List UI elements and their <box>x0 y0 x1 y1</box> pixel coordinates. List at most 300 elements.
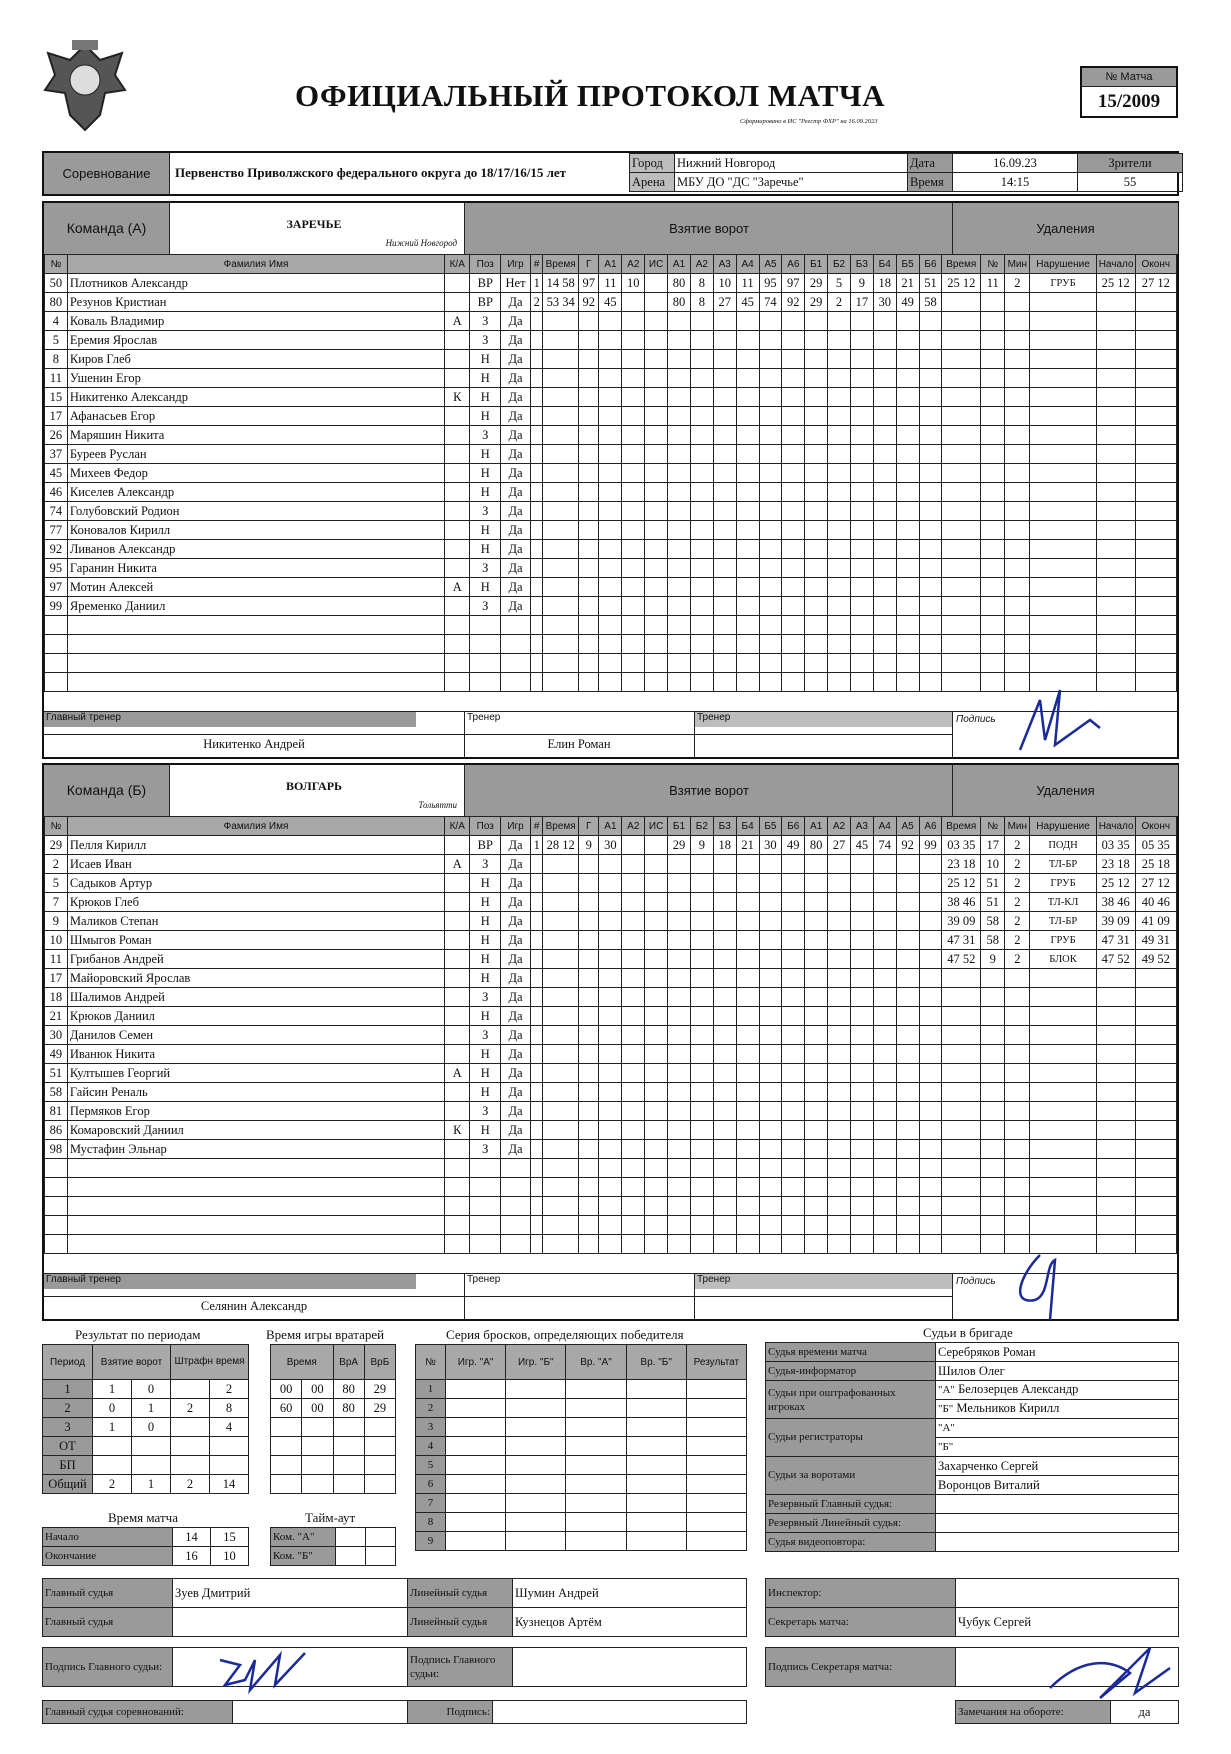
pen-cell: 17 <box>981 836 1005 855</box>
goal-cell <box>645 1102 668 1121</box>
goal-col-header: Время <box>543 817 578 836</box>
pen-cell <box>1135 464 1176 483</box>
period-cell: 2 <box>43 1399 93 1418</box>
pen-cell: 10 <box>981 855 1005 874</box>
goal-cell: 9 <box>850 274 873 293</box>
player-pos <box>470 616 501 635</box>
goal-cell <box>736 1007 759 1026</box>
shootout-num: 8 <box>416 1513 446 1532</box>
goal-cell <box>690 1178 713 1197</box>
spect-label: Зрители <box>1078 154 1183 173</box>
goal-cell <box>690 1045 713 1064</box>
player-ka <box>445 426 470 445</box>
pen-cell <box>1096 559 1135 578</box>
city: Нижний Новгород <box>675 154 908 173</box>
player-play: Да <box>501 1007 531 1026</box>
goal-cell <box>896 654 919 673</box>
goal-col-header: А2 <box>622 255 645 274</box>
goal-refs-label: Судьи за воротами <box>766 1457 936 1495</box>
goal-cell <box>782 502 805 521</box>
goal-cell <box>599 407 622 426</box>
goal-cell <box>599 464 622 483</box>
goal-cell <box>782 988 805 1007</box>
goal-cell <box>873 1235 896 1254</box>
goal-cell <box>543 616 578 635</box>
pen-cell <box>1096 578 1135 597</box>
player-row <box>45 483 1177 502</box>
player-pos: ВР <box>470 836 501 855</box>
goal-cell <box>919 1026 942 1045</box>
goal-cell <box>599 654 622 673</box>
player-name <box>67 635 444 654</box>
goal-cell <box>690 426 713 445</box>
header-col_name: Фамилия Имя <box>67 817 444 836</box>
goal-cell <box>828 1121 851 1140</box>
pen-cell <box>1030 988 1096 1007</box>
player-name: Култышев Георгий <box>67 1064 444 1083</box>
end-m: 10 <box>211 1547 249 1566</box>
pen-cell <box>1096 1216 1135 1235</box>
player-pos <box>470 1235 501 1254</box>
goal-cell <box>543 388 578 407</box>
goal-cell <box>578 635 599 654</box>
coach-label-2: Тренер <box>694 1274 952 1289</box>
player-number: 7 <box>45 893 68 912</box>
goal-cell <box>578 578 599 597</box>
comp-name: Первенство Приволжского федерального округа до 18/17/16/15 лет <box>175 165 567 180</box>
goal-cell <box>690 912 713 931</box>
goal-cell <box>668 350 691 369</box>
player-row <box>45 950 1177 969</box>
gk-cell <box>364 1437 395 1456</box>
goal-cell <box>805 988 828 1007</box>
pen-start-min: 23 <box>1101 856 1115 871</box>
goal-cell <box>896 521 919 540</box>
pen-end-min: 27 <box>1141 875 1155 890</box>
goal-cell <box>645 331 668 350</box>
pen-cell <box>942 893 981 912</box>
player-pos: Н <box>470 350 501 369</box>
goal-cell: 8 <box>690 293 713 312</box>
pen-cell <box>1005 1102 1030 1121</box>
coach-label: Тренер <box>464 1274 692 1289</box>
goal-col-header: А5 <box>896 817 919 836</box>
penalties-header: Удаления <box>952 203 1178 254</box>
pen-cell: 2 <box>1005 931 1030 950</box>
goal-cell <box>599 540 622 559</box>
goal-cell <box>690 1083 713 1102</box>
player-play: Да <box>501 407 531 426</box>
player-ka <box>445 1140 470 1159</box>
goal-cell <box>850 1102 873 1121</box>
pen-min: 03 <box>947 837 960 852</box>
goal-cell <box>873 312 896 331</box>
goal-cell <box>530 1216 543 1235</box>
goal-cell <box>896 1102 919 1121</box>
goal-cell <box>782 350 805 369</box>
player-play: Да <box>501 988 531 1007</box>
player-row <box>45 464 1177 483</box>
pen-cell <box>942 1159 981 1178</box>
goal-cell <box>530 673 543 692</box>
goal-cell <box>850 407 873 426</box>
goal-cell <box>645 350 668 369</box>
goal-cell <box>919 1102 942 1121</box>
player-pos: Н <box>470 1083 501 1102</box>
goal-cell <box>919 1235 942 1254</box>
player-pos: Н <box>470 874 501 893</box>
player-number: 80 <box>45 293 68 312</box>
period-cell <box>210 1456 249 1475</box>
pen-cell <box>1135 483 1176 502</box>
pen-cell <box>942 1083 981 1102</box>
pen-cell <box>942 988 981 1007</box>
pen-cell <box>942 969 981 988</box>
player-ka <box>445 293 470 312</box>
player-pos: Н <box>470 540 501 559</box>
goal-cell <box>713 1159 736 1178</box>
goal-cell <box>530 369 543 388</box>
pen-cell <box>1135 635 1176 654</box>
goal-cell <box>828 969 851 988</box>
goal-cell: 30 <box>873 293 896 312</box>
pen-cell <box>1030 407 1096 426</box>
goal-cell <box>578 350 599 369</box>
pen-sec: 31 <box>962 932 976 947</box>
goal-cell <box>919 988 942 1007</box>
player-pos <box>470 654 501 673</box>
goal-cell <box>578 502 599 521</box>
goal-cell <box>645 312 668 331</box>
main-ref-label-2: Главный судья <box>43 1608 173 1637</box>
goal-cell <box>599 350 622 369</box>
player-play: Да <box>501 502 531 521</box>
goal-cell <box>543 673 578 692</box>
pen-start-sec: 46 <box>1117 894 1130 909</box>
player-play: Да <box>501 445 531 464</box>
goal-cell <box>690 350 713 369</box>
pen-cell: 51 <box>981 874 1005 893</box>
goal-cell <box>599 874 622 893</box>
pen-cell <box>1135 673 1176 692</box>
goal-cell <box>599 912 622 931</box>
goal-cell: 80 <box>668 274 691 293</box>
pen-cell <box>942 559 981 578</box>
goal-cell <box>759 521 782 540</box>
goal-cell <box>622 1083 645 1102</box>
goal-cell <box>543 654 578 673</box>
remarks-label: Замечания на обороте: <box>956 1701 1111 1724</box>
player-pos: Н <box>470 578 501 597</box>
goal-cell <box>828 1064 851 1083</box>
goal-cell <box>690 1026 713 1045</box>
goal-cell <box>805 616 828 635</box>
pen-cell <box>1005 483 1030 502</box>
pen-cell <box>1096 635 1135 654</box>
goal-cell <box>736 1102 759 1121</box>
goal-cell <box>850 369 873 388</box>
gk-cell <box>364 1475 395 1494</box>
goal-cell <box>690 464 713 483</box>
goal-cell <box>543 350 578 369</box>
player-number: 97 <box>45 578 68 597</box>
player-number: 5 <box>45 331 68 350</box>
gk-cell <box>333 1456 364 1475</box>
goal-cell <box>599 426 622 445</box>
period-cell <box>171 1437 210 1456</box>
goal-cell <box>736 1235 759 1254</box>
goal-cell <box>805 969 828 988</box>
player-play: Да <box>501 1102 531 1121</box>
pen-start-min: 47 <box>1101 932 1115 947</box>
period-row <box>43 1380 249 1399</box>
player-number: 99 <box>45 597 68 616</box>
period-cell: 2 <box>171 1475 210 1494</box>
pen-cell <box>1030 1121 1096 1140</box>
player-number: 11 <box>45 369 68 388</box>
goal-cell <box>668 1026 691 1045</box>
goal-cell <box>713 1102 736 1121</box>
pen-cell <box>1005 1197 1030 1216</box>
player-row <box>45 578 1177 597</box>
goal-cell <box>668 616 691 635</box>
team-city: Нижний Новгород <box>385 238 457 248</box>
goal-cell <box>713 969 736 988</box>
goal-cell <box>759 893 782 912</box>
goal-cell <box>530 1121 543 1140</box>
pen-cell <box>981 1197 1005 1216</box>
goal-cell: 92 <box>578 293 599 312</box>
goal-cell <box>850 1197 873 1216</box>
goal-cell <box>736 1216 759 1235</box>
player-name: Крюков Даниил <box>67 1007 444 1026</box>
player-name <box>67 1197 444 1216</box>
goal-cell <box>873 540 896 559</box>
player-play <box>501 1216 531 1235</box>
goal-cell <box>645 654 668 673</box>
player-pos: Н <box>470 521 501 540</box>
goal-cell <box>599 502 622 521</box>
player-name: Коваль Владимир <box>67 312 444 331</box>
pen-cell <box>1096 950 1135 969</box>
player-play: Да <box>501 540 531 559</box>
goal-cell <box>645 616 668 635</box>
goal-cell <box>850 1064 873 1083</box>
player-ka <box>445 1026 470 1045</box>
goal-cell <box>713 1216 736 1235</box>
shootout-num: 9 <box>416 1532 446 1551</box>
pen-cell <box>942 388 981 407</box>
header-col_pos: Поз <box>470 255 501 274</box>
goal-cell <box>896 445 919 464</box>
goal-cell <box>668 369 691 388</box>
pen-cell <box>1096 1140 1135 1159</box>
pen-cell <box>1135 931 1176 950</box>
pen-cell <box>1005 369 1030 388</box>
player-pos: З <box>470 855 501 874</box>
goal-cell <box>599 1216 622 1235</box>
pen-col-header: Мин <box>1005 255 1030 274</box>
goal-cell <box>645 1140 668 1159</box>
player-pos: Н <box>470 931 501 950</box>
shootout-h: Игр. "Б" <box>506 1345 566 1380</box>
goal-cell <box>668 331 691 350</box>
goal-cell <box>896 597 919 616</box>
goal-cell <box>668 1007 691 1026</box>
goal-cell <box>668 1102 691 1121</box>
goal-cell <box>919 616 942 635</box>
gk-row <box>271 1418 396 1437</box>
reg-ref-b: "Б" <box>936 1438 1179 1457</box>
pen-start-min: 25 <box>1101 275 1115 290</box>
goal-cell <box>850 1083 873 1102</box>
goal-cell <box>690 559 713 578</box>
goal-cell <box>713 407 736 426</box>
player-name: Шмыгов Роман <box>67 931 444 950</box>
pen-cell <box>1030 1045 1096 1064</box>
goal-cell <box>850 388 873 407</box>
goal-cell <box>919 912 942 931</box>
pen-start-min: 03 <box>1101 837 1115 852</box>
pen-start-sec: 12 <box>1117 875 1130 890</box>
goal-cell <box>850 1235 873 1254</box>
goal-cell <box>713 855 736 874</box>
goal-ref-2: Воронцов Виталий <box>936 1476 1179 1495</box>
goal-cell <box>668 1159 691 1178</box>
pen-start-min: 39 <box>1101 913 1115 928</box>
pen-cell <box>981 578 1005 597</box>
goal-cell <box>759 559 782 578</box>
goal-col-header: Б4 <box>736 817 759 836</box>
player-name: Коновалов Кирилл <box>67 521 444 540</box>
goal-cell <box>578 616 599 635</box>
player-row <box>45 1083 1177 1102</box>
goal-cell <box>622 1216 645 1235</box>
goal-cell <box>622 483 645 502</box>
goal-cell <box>599 521 622 540</box>
player-play: Да <box>501 1026 531 1045</box>
goal-cell <box>828 350 851 369</box>
team-name: ЗАРЕЧЬЕ <box>286 217 342 231</box>
goal-cell <box>759 874 782 893</box>
goal-cell <box>873 1102 896 1121</box>
goal-cell <box>828 445 851 464</box>
player-number: 81 <box>45 1102 68 1121</box>
goal-cell <box>713 1083 736 1102</box>
goal-cell <box>919 1083 942 1102</box>
pen-cell: 58 <box>981 912 1005 931</box>
player-name: Михеев Федор <box>67 464 444 483</box>
goal-cell <box>759 1159 782 1178</box>
goal-cell <box>622 312 645 331</box>
period-cell: 2 <box>210 1380 249 1399</box>
goal-cell <box>668 597 691 616</box>
pen-cell <box>1096 616 1135 635</box>
goal-cell <box>896 1121 919 1140</box>
timeout-a-label: Ком. "А" <box>271 1528 336 1547</box>
player-ka <box>445 407 470 426</box>
period-cell <box>132 1456 171 1475</box>
goal-cell <box>530 464 543 483</box>
goal-cell <box>919 1197 942 1216</box>
pen-cell <box>1030 426 1096 445</box>
pen-cell <box>1135 1140 1176 1159</box>
player-pos: Н <box>470 445 501 464</box>
goal-cell <box>759 1216 782 1235</box>
goal-cell <box>805 635 828 654</box>
video-label: Судья видеоповтора: <box>766 1533 936 1552</box>
goal-cell <box>690 950 713 969</box>
goal-cell <box>759 331 782 350</box>
goal-cell <box>543 969 578 988</box>
player-pos <box>470 1197 501 1216</box>
player-pos: З <box>470 559 501 578</box>
goal-cell <box>896 1045 919 1064</box>
pen-cell <box>1005 1178 1030 1197</box>
goal-cell <box>782 616 805 635</box>
pen-min: 47 <box>947 932 960 947</box>
goal-cell <box>896 312 919 331</box>
goal-cell <box>578 1045 599 1064</box>
goal-cell <box>690 369 713 388</box>
goal-cell <box>645 1216 668 1235</box>
goal-cell <box>759 1083 782 1102</box>
pen-cell <box>942 1045 981 1064</box>
goal-cell <box>622 912 645 931</box>
goal-cell <box>850 988 873 1007</box>
goal-cell <box>543 1121 578 1140</box>
goal-cell <box>805 331 828 350</box>
gk-cell: 80 <box>333 1399 364 1418</box>
goal-cell <box>896 559 919 578</box>
goal-cell <box>919 1216 942 1235</box>
player-play: Да <box>501 350 531 369</box>
pen-cell <box>942 1235 981 1254</box>
pen-min: 25 <box>947 875 960 890</box>
pen-cell <box>1135 1121 1176 1140</box>
goal-cell <box>759 464 782 483</box>
goal-cell <box>759 407 782 426</box>
goal-cell <box>759 616 782 635</box>
player-pos <box>470 673 501 692</box>
goal-cell <box>782 388 805 407</box>
goal-cell <box>668 654 691 673</box>
goal-col-header: А2 <box>622 817 645 836</box>
pen-cell <box>942 407 981 426</box>
goal-cell <box>622 502 645 521</box>
period-cell: 1 <box>132 1475 171 1494</box>
pen-cell <box>1005 578 1030 597</box>
goal-cell <box>873 616 896 635</box>
pen-cell <box>1005 331 1030 350</box>
goal-cell <box>530 912 543 931</box>
goal-cell <box>530 540 543 559</box>
player-row <box>45 1178 1177 1197</box>
goal-cell <box>828 502 851 521</box>
header-col_name: Фамилия Имя <box>67 255 444 274</box>
pen-cell: 51 <box>981 893 1005 912</box>
pen-cell <box>1135 1083 1176 1102</box>
goal-cell <box>578 912 599 931</box>
goal-cell <box>850 950 873 969</box>
player-play: Да <box>501 559 531 578</box>
period-cell: ОТ <box>43 1437 93 1456</box>
goal-cell <box>919 673 942 692</box>
player-ka <box>445 502 470 521</box>
goal-cell <box>828 1178 851 1197</box>
goal-cell: 1 <box>530 836 543 855</box>
pen-start-sec: 35 <box>1117 837 1130 852</box>
